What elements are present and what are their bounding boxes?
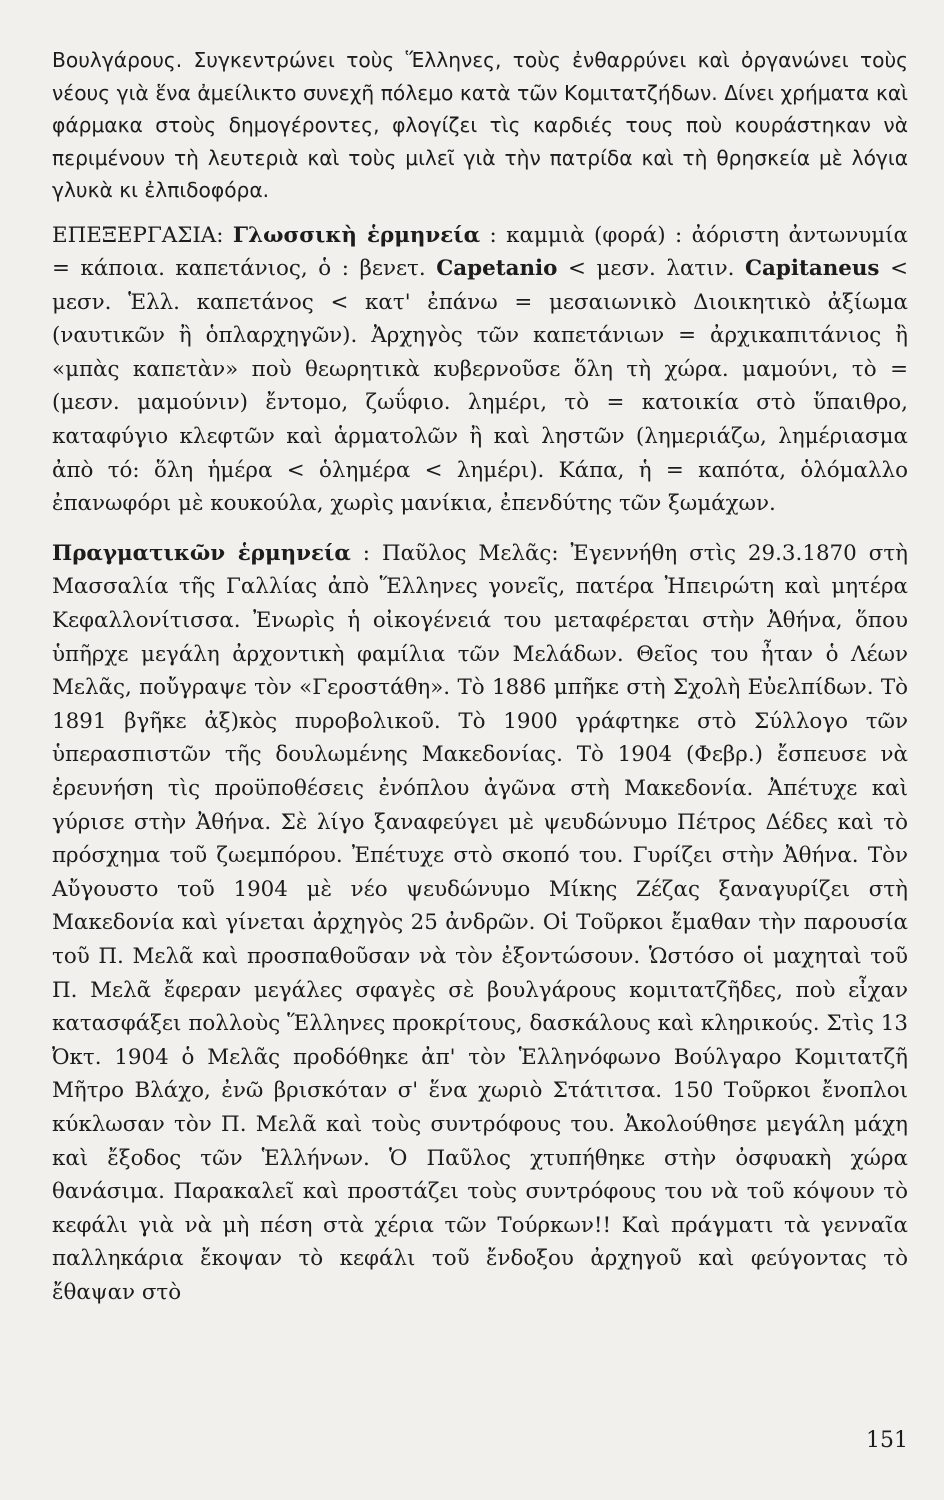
paragraph-epexergasia (52, 219, 908, 521)
paragraph-text: : καμμιὰ (φορά) : ἀόριστη ἀντωνυμία = κάποια. καπετάνιος, ὁ : βενετ. (52, 222, 908, 282)
page-body (52, 44, 908, 1310)
paragraph-intro: Βουλγάρους. Συγκεντρώνει τοὺς Ἕλληνες, τοὺς ἐνθαρρύνει καὶ ὀργανώνει τοὺς νέους γιὰ ἕνα ἀμείλικτο συνεχῆ πόλεμο κατὰ τῶν Κομιτατζήδων. Δίνει χρήματα καὶ φάρμακα στοὺς δημογέροντες, φλογίζει τὶς καρδιές τους ποὺ κουράστηκαν νὰ περιμένουν τὴ λευτεριὰ καὶ τοὺς μιλεῖ γιὰ τὴν πατρίδα καὶ τὴ θρησκεία μὲ λόγια γλυκὰ κι ἐλπιδοφόρα. (52, 48, 908, 202)
paragraph-pragmatikon (52, 537, 908, 1310)
section-heading: ΕΠΕΞΕΡΓΑΣΙΑ: (52, 222, 224, 248)
paragraph-text: < μεσν. Ἑλλ. καπετάνος < κατ' ἐπάνω = μεσαιωνικὸ Διοικητικὸ ἀξίωμα (ναυτικῶν ἢ ὁπλαρχηγῶν). Ἀρχηγὸς τῶν καπετάνιων = ἀρχικαπιτάνιος ἢ «μπὰς καπετὰν» ποὺ θεωρητικὰ κυβερνοῦσε ὅλη τὴ χώρα. μαμούνι, τὸ = (μεσν. μαμούνιν) ἔντομο, ζωΰφιο. λημέρι, τὸ = κατοικία στὸ ὕπαιθρο, καταφύγιο κλεφτῶν καὶ ἁρματολῶν ἢ καὶ ληστῶν (λημεριάζω, λημέριασμα ἀπὸ τό: ὅλη ἡμέρα < ὁλημέρα < λημέρι). Κάπα, ἡ = καπότα, ὁλόμαλλο ἐπανωφόρι μὲ κουκούλα, χωρὶς μανίκια, ἐπενδύτης τῶν ξωμάχων. (52, 256, 908, 517)
term-latin: Capetanio (436, 256, 558, 282)
paragraph-text: < μεσν. λατιν. (567, 256, 735, 282)
page-number: 151 (866, 1428, 908, 1453)
paragraph-text: : Παῦλος Μελᾶς: Ἐγεννήθη στὶς 29.3.1870 στὴ Μασσαλία τῆς Γαλλίας ἀπὸ Ἕλληνες γονεῖς, πατέρα Ἠπειρώτη καὶ μητέρα Κεφαλλονίτισσα. Ἐνωρὶς ἡ οἰκογένειά του μεταφέρεται στὴν Ἀθήνα, ὅπου ὑπῆρχε μεγάλη ἀρχοντικὴ φαμίλια τῶν Μελάδων. Θεῖος του ἦταν ὁ Λέων Μελᾶς, ποὔγραψε τὸν «Γεροστάθη». Τὸ 1886 μπῆκε στὴ Σχολὴ Εὐελπίδων. Τὸ 1891 βγῆκε ἀξ)κὸς πυροβολικοῦ. Τὸ 1900 γράφτηκε στὸ Σύλλογο τῶν ὑπερασπιστῶν τῆς δουλωμένης Μακεδονίας. Τὸ 1904 (Φεβρ.) ἔσπευσε νὰ ἐρευνήση τὶς προϋποθέσεις ἐνόπλου ἀγῶνα στὴ Μακεδονία. Ἀπέτυχε καὶ γύρισε στὴν Ἀθήνα. Σὲ λίγο ξαναφεύγει μὲ ψευδώνυμο Πέτρος Δέδες καὶ τὸ πρόσχημα τοῦ ζωεμπόρου. Ἐπέτυχε στὸ σκοπό του. Γυρίζει στὴν Ἀθήνα. Τὸν Αὔγουστο τοῦ 1904 μὲ νέο ψευδώνυμο Μίκης Ζέζας ξαναγυρίζει στὴ Μακεδονία καὶ γίνεται ἀρχηγὸς 25 ἀνδρῶν. Οἱ Τοῦρκοι ἔμαθαν τὴν παρουσία τοῦ Π. Μελᾶ καὶ προσπαθοῦσαν νὰ τὸν ἐξοντώσουν. Ὡστόσο οἱ μαχηταὶ τοῦ Π. Μελᾶ ἔφεραν μεγάλες σφαγὲς σὲ βουλγάρους κομιτατζῆδες, ποὺ εἶχαν κατασφάξει πολλοὺς Ἕλληνες προκρίτους, δασκάλους καὶ κληρικούς. Στὶς 13 Ὀκτ. 1904 ὁ Μελᾶς προδόθηκε ἀπ' τὸν Ἑλληνόφωνο Βούλγαρο Κομιτατζῆ Μῆτρο Βλάχο, ἐνῶ βρισκόταν σ' ἕνα χωριὸ Στάτιτσα. 150 Τοῦρκοι ἔνοπλοι κύκλωσαν τὸν Π. Μελᾶ καὶ τοὺς συντρόφους του. Ἀκολούθησε μεγάλη μάχη καὶ ἔξοδος τῶν Ἑλλήνων. Ὁ Παῦλος χτυπήθηκε στὴν ὀσφυακὴ χώρα θανάσιμα. Παρακαλεῖ καὶ προστάζει τοὺς συντρόφους του νὰ τοῦ κόψουν τὸ κεφάλι γιὰ νὰ μὴ πέση στὰ χέρια τῶν Τούρκων!! Καὶ πράγματι τὰ γενναῖα παλληκάρια ἔκοψαν τὸ κεφάλι τοῦ ἔνδοξου ἀρχηγοῦ καὶ φεύγοντας τὸ ἔθαψαν στὸ (52, 540, 908, 1305)
section-label: Πραγματικῶν ἑρμηνεία (52, 540, 351, 566)
term-latin: Capitaneus (745, 256, 880, 282)
section-label: Γλωσσικὴ ἑρμηνεία (232, 222, 481, 248)
